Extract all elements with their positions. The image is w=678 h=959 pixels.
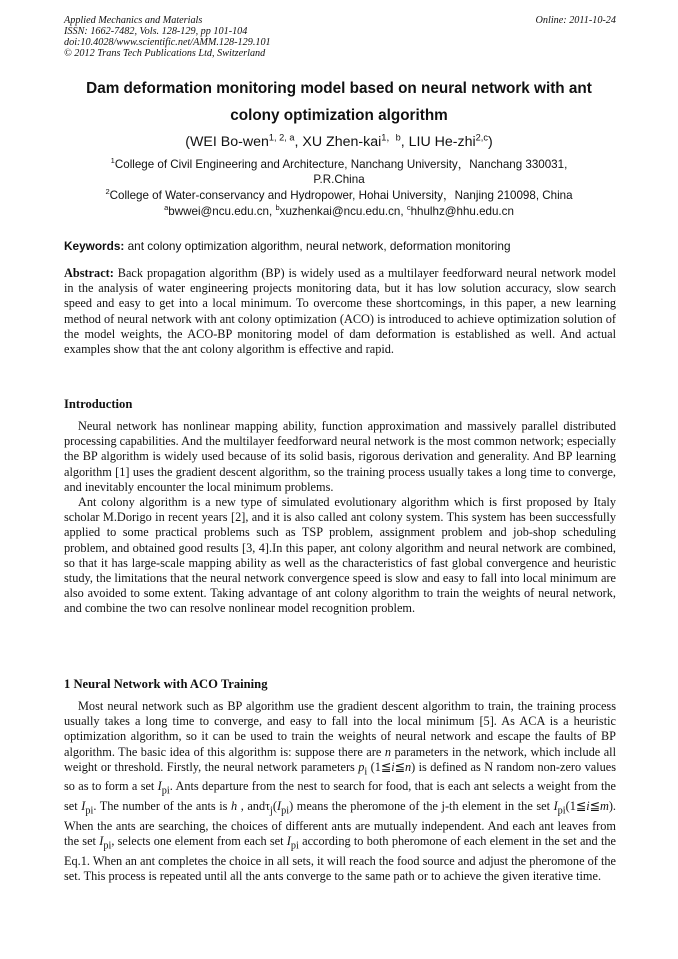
online-date: Online: 2011-10-24 [535, 15, 616, 26]
affiliation-2 [40, 188, 638, 203]
author-2-sup: 1，b [381, 132, 401, 143]
email-b: xuzhenkai@ncu.edu.cn, [279, 205, 407, 218]
author-list [40, 134, 638, 150]
abstract [64, 266, 616, 357]
issn-line: ISSN: 1662-7482, Vols. 128-129, pp 101-104 [64, 26, 248, 37]
email-line [40, 204, 638, 219]
affiliation-1 [40, 157, 638, 172]
section-1-body [64, 699, 616, 884]
copyright-line: © 2012 Trans Tech Publications Ltd, Switzerland [64, 48, 266, 59]
author-2: , XU Zhen-kai [294, 134, 382, 150]
email-a: bwwei@ncu.edu.cn, [168, 205, 276, 218]
affiliation-1-country: P.R.China [313, 173, 365, 186]
intro-paragraph-2: Ant colony algorithm is a new type of simulated evolutionary algorithm which is first proposed by Italy scholar M.Dorigo in recent years [2], and it is also called ant colony system. This system has been successfully applied to some practical problems such as TSP problem, assignment problem and job-shop scheduling problem, and obtained good results [3, 4].In this paper, ant colony algorithm and neural network are combined, so that it has large-scale mapping ability as well as the characteristics of fast global convergence and heuristic study, the limitations that the neural network convergence speed is slow and easy to fall into local minimum are also avoided to some extent. Taking advantage of ant colony algorithm to train the weights of neural network, and combine the two can resolve nonlinear model recognition problem. [64, 495, 616, 616]
affiliation-2-sup: 2 [105, 187, 110, 197]
journal-header [64, 15, 616, 59]
paper-title-line-2: colony optimization algorithm [230, 107, 448, 124]
section-1-paragraph: Most neural network such as BP algorithm use the gradient descent algorithm to train, the training process usually takes a long time to converge, and easy to fall into the local minimum [5]. As ACA is a heuristic optimization algorithm, so it can be used to train the weights of neural network and escape the faults of BP algorithm. The basic idea of this algorithm is: suppose there are n parameters in the network, which include all weight or threshold. Firstly, the neural network parameters $p_i$ (1≦i≦n) is defined as N random non-zero values so as to form a set $I_{pi}$. Ants departure from the nest to search for food, that is each ant selects a weight from the set $I_{pi}$. The number of the ants is h , $and\tau_j(I_{pi})$ means the pheromone of the j-th element in the set $I_{pi}(1≦i≦m)$. When the ants are searching, the choices of different ants are mutually independent. And each ant leaves from the set $I_{pi}$, selects one element from each set $I_{pi}$ according to both pheromone of each element in the set and the Eq.1. When an ant completes the choice in all sets, it will reach the food source and adjust the pheromone of the set. This process is repeated until all the ants converge to the same path or to achieve the given iterative time. [64, 699, 617, 883]
email-a-sup: a [164, 203, 169, 213]
author-3: , LIU He-zhi [400, 134, 476, 150]
email-b-sup: b [275, 203, 280, 213]
author-1: (WEI Bo-wen [185, 134, 269, 150]
introduction-body [64, 419, 616, 617]
introduction-heading: Introduction [64, 397, 133, 411]
journal-name: Applied Mechanics and Materials [64, 15, 203, 26]
abstract-text: Back propagation algorithm (BP) is widely used as a multilayer feedforward neural network model in the analysis of water engineering projects monitoring data, but it has low solution accuracy, slow search speed and easy to get into a local minimum. To overcome these shortcomings, in this paper, a new learning method of neural network with ant colony optimization (ACO) is introduced to achieve optimization solution of the model weights, the ACO-BP monitoring model of dam deformation is established as well. And actual examples show that the ant colony algorithm is effective and rapid. [64, 266, 616, 357]
affiliation-1-sup: 1 [110, 156, 115, 166]
paper-title-line-1: Dam deformation monitoring model based on neural network with ant [86, 80, 592, 97]
doi-line: doi:10.4028/www.scientific.net/AMM.128-129.101 [64, 37, 271, 48]
affiliation-1-text: College of Civil Engineering and Architecture, Nanchang University，Nanchang 330031, [114, 158, 568, 171]
keywords-label: Keywords: [64, 239, 125, 253]
keywords-text: ant colony optimization algorithm, neural network, deformation monitoring [124, 239, 511, 253]
author-3-sup: 2,c [475, 132, 488, 143]
author-1-sup: 1, 2, a [268, 132, 295, 143]
affiliation-2-text: College of Water-conservancy and Hydropower, Hohai University，Nanjing 210098, China [109, 189, 573, 202]
section-1-heading: 1 Neural Network with ACO Training [64, 677, 268, 691]
author-close: ) [487, 134, 493, 150]
email-c: hhulhz@hhu.edu.cn [410, 205, 514, 218]
abstract-label: Abstract: [64, 266, 114, 280]
email-c-sup: c [406, 203, 411, 213]
keywords [64, 239, 624, 253]
intro-paragraph-1: Neural network has nonlinear mapping ability, function approximation and massively parallel distributed processing capabilities. And the multilayer feedforward neural network is the most common network; especially the BP algorithm is widely used because of its solid basis, rigorous derivation and generality. And BP learning algorithm [1] uses the gradient descent algorithm, so the training process usually takes a long time to converge, and inevitably encounter the local minimum problems. [64, 419, 616, 494]
